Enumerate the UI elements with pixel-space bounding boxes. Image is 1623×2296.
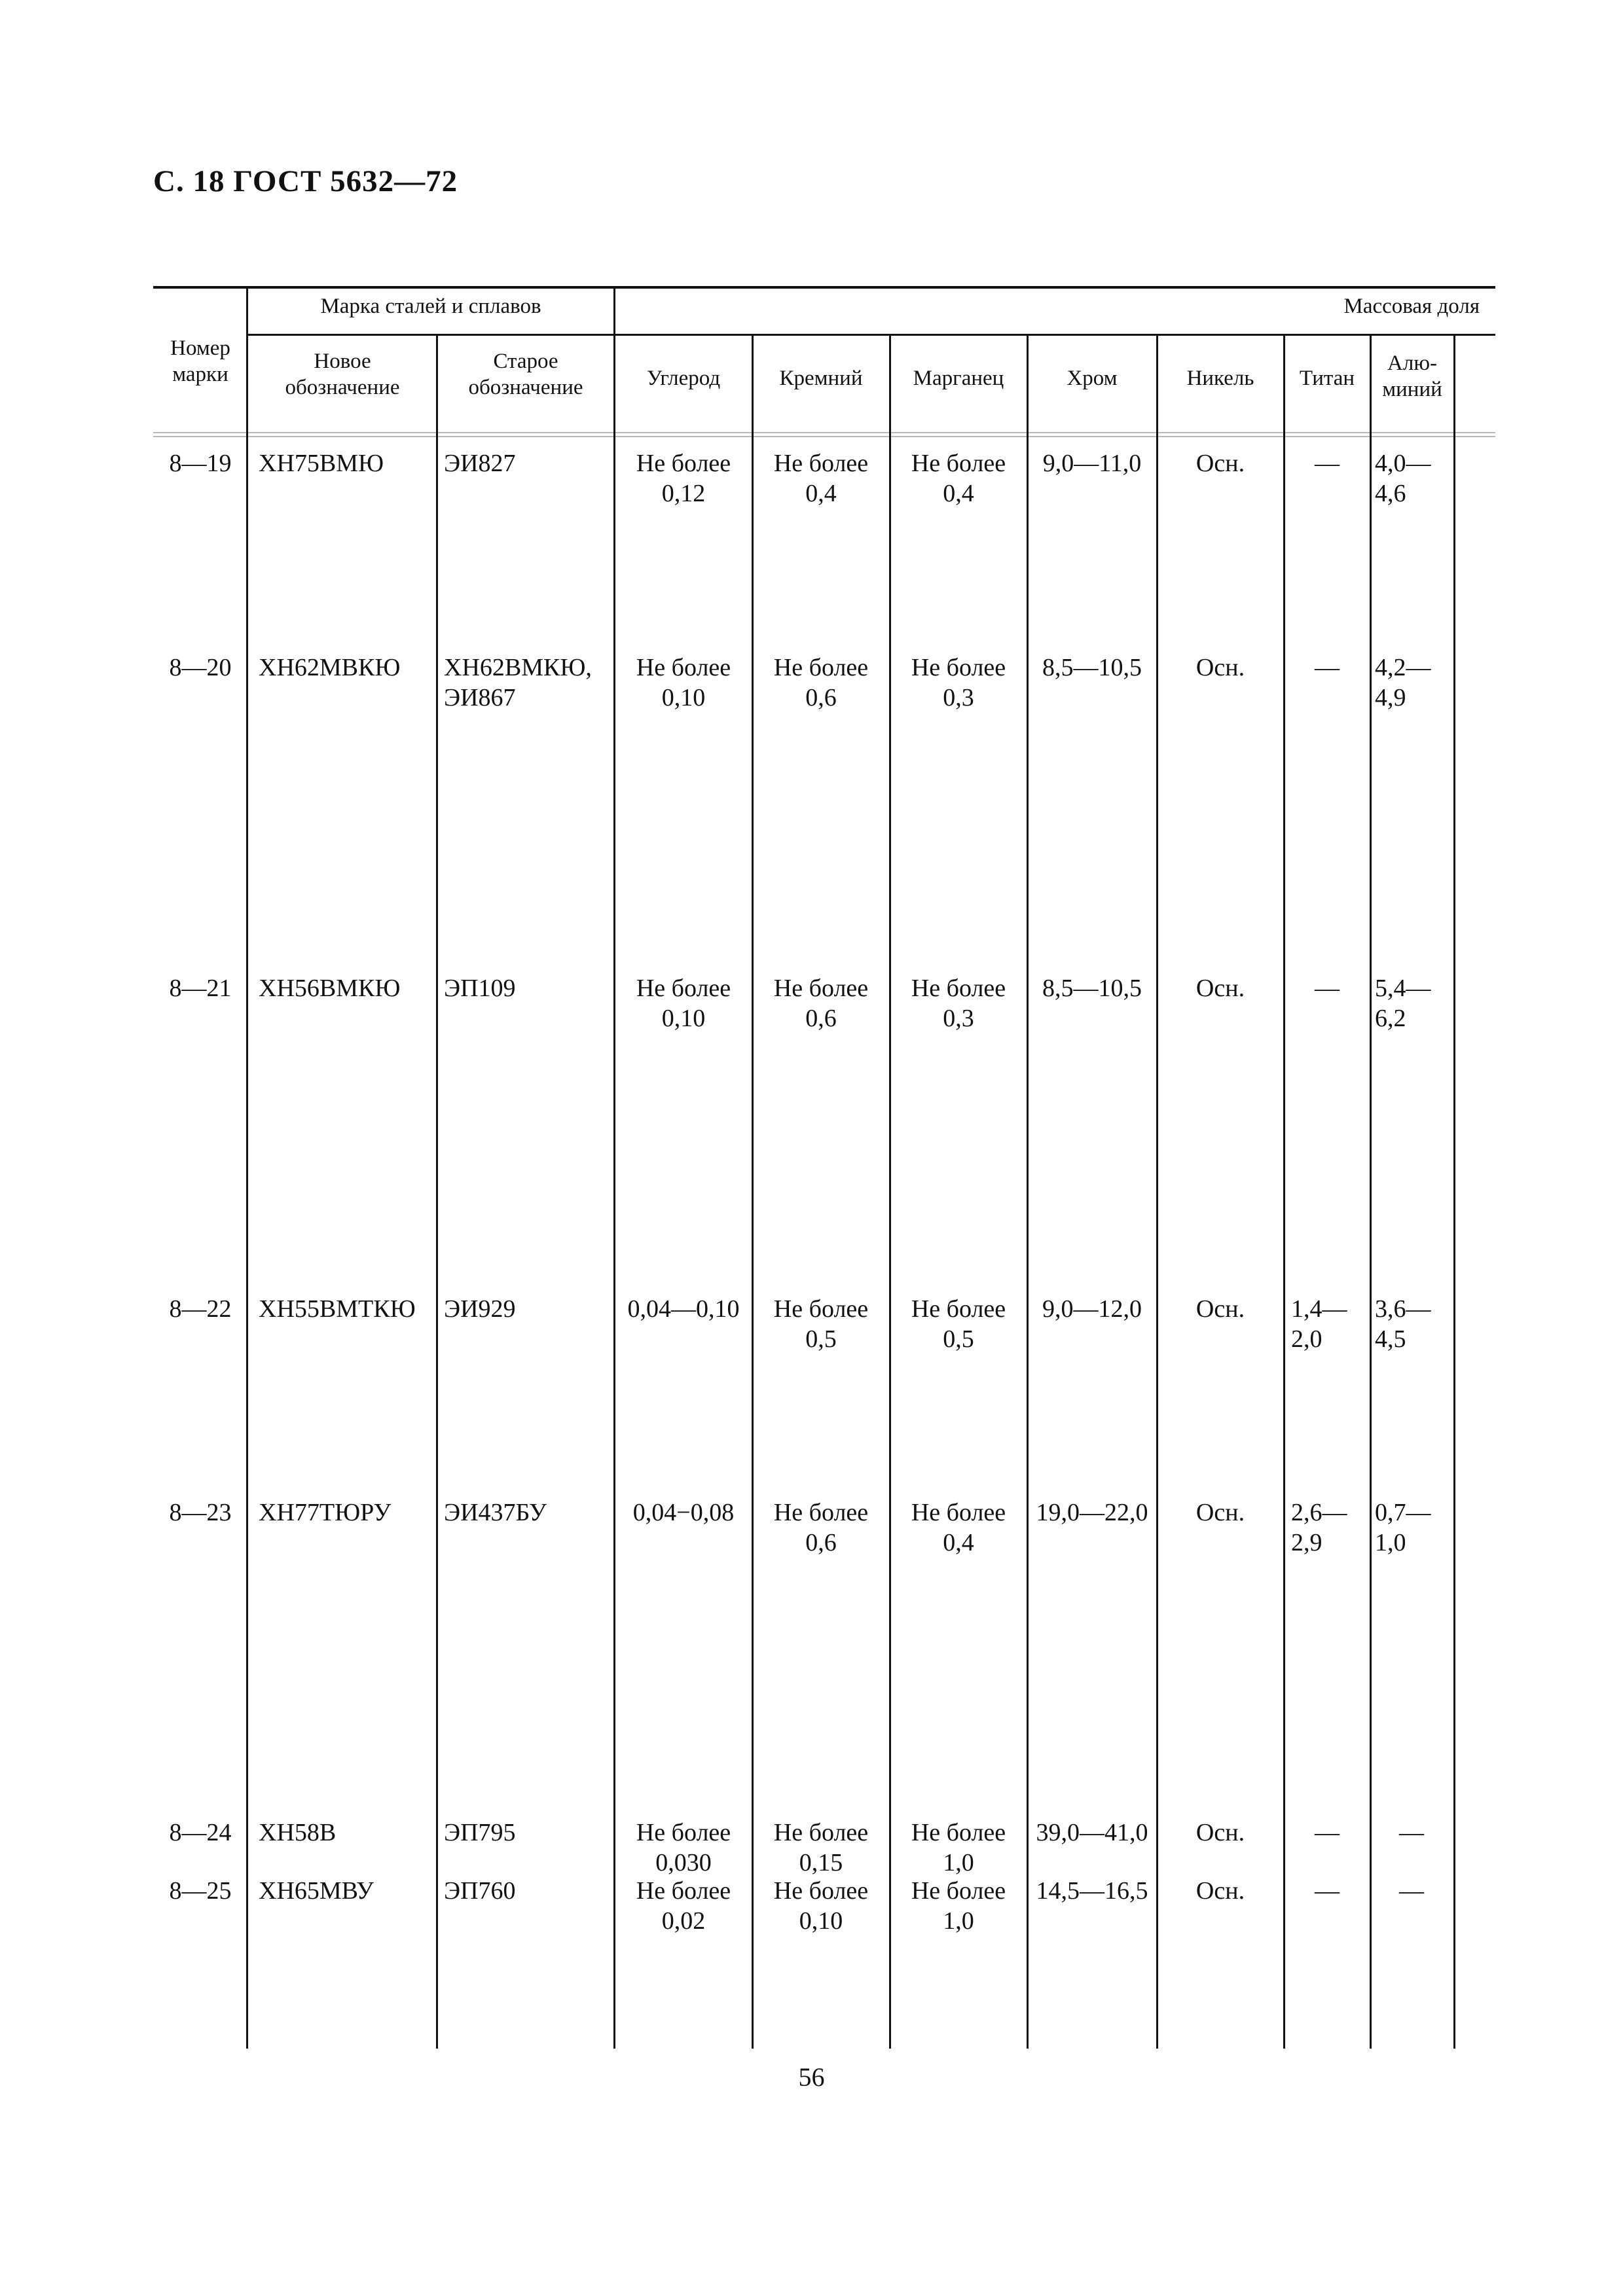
cell-old-designation: ЭИ437БУ [444,1499,547,1526]
cell-new-designation: ХН62МВКЮ [259,654,401,681]
cell-chromium: 19,0—22,0 [1036,1499,1148,1526]
cell-old-designation: ЭП760 [444,1877,516,1905]
cell-new-designation: ХН65МВУ [259,1877,374,1905]
cell-titanium: 1,4— 2,0 [1291,1295,1347,1353]
cell-titanium: — [1315,1877,1340,1905]
cell-silicon: Не более 0,15 [773,1819,869,1876]
cell-carbon: Не более 0,030 [636,1819,731,1876]
cell-carbon: Не более 0,12 [636,450,731,507]
cell-number: 8—25 [169,1877,232,1905]
vline-5 [889,335,891,2049]
cell-nickel: Осн. [1195,1499,1245,1526]
header-bottom-rule-2 [153,436,1495,437]
cell-old-designation: ЭИ827 [444,450,516,477]
cell-chromium: 14,5—16,5 [1036,1877,1148,1905]
cell-carbon: 0,04−0,08 [632,1499,735,1526]
cell-aluminium: — [1399,1877,1424,1905]
cell-aluminium: 4,0— 4,6 [1375,450,1431,507]
header-chromium: Хром [1067,367,1118,390]
header-grade-group: Марка сталей и сплавов [320,295,541,318]
vline-6 [1027,335,1029,2049]
cell-manganese: Не более 0,3 [911,975,1006,1032]
cell-number: 8—23 [169,1499,232,1526]
cell-manganese: Не более 1,0 [911,1877,1006,1935]
cell-silicon: Не более 0,6 [773,654,869,711]
cell-nickel: Осн. [1195,654,1245,681]
header-aluminium: Алю- миний [1382,351,1442,401]
cell-nickel: Осн. [1195,975,1245,1002]
page-header-title: С. 18 ГОСТ 5632—72 [153,164,458,198]
vline-10 [1453,335,1455,2049]
cell-titanium: — [1315,450,1340,477]
vline-2 [436,335,438,2049]
cell-aluminium: — [1399,1819,1424,1846]
cell-nickel: Осн. [1195,450,1245,477]
cell-manganese: Не более 0,3 [911,654,1006,711]
header-titanium: Титан [1299,367,1355,390]
header-bottom-rule-1 [153,432,1495,433]
vline-3 [613,286,615,2049]
page-number: 56 [798,2062,825,2092]
cell-manganese: Не более 0,4 [911,1499,1006,1556]
cell-old-designation: ХН62ВМКЮ, ЭИ867 [444,654,592,711]
cell-titanium: — [1315,654,1340,681]
cell-number: 8—21 [169,975,232,1002]
cell-number: 8—20 [169,654,232,681]
cell-silicon: Не более 0,6 [773,975,869,1032]
header-old: Старое обозначение [468,350,583,399]
cell-manganese: Не более 0,5 [911,1295,1006,1353]
cell-chromium: 8,5—10,5 [1042,975,1142,1002]
cell-new-designation: ХН77ТЮРУ [259,1499,392,1526]
header-nickel: Никель [1186,367,1254,390]
cell-new-designation: ХН75ВМЮ [259,450,384,477]
cell-old-designation: ЭИ929 [444,1295,516,1323]
cell-silicon: Не более 0,10 [773,1877,869,1935]
cell-carbon: 0,04—0,10 [627,1295,740,1323]
cell-nickel: Осн. [1195,1295,1245,1323]
cell-silicon: Не более 0,6 [773,1499,869,1556]
cell-carbon: Не более 0,02 [636,1877,731,1935]
cell-chromium: 9,0—11,0 [1042,450,1142,477]
header-sub-rule [247,334,1495,336]
cell-aluminium: 0,7— 1,0 [1375,1499,1431,1556]
cell-chromium: 9,0—12,0 [1042,1295,1142,1323]
cell-chromium: 8,5—10,5 [1042,654,1142,681]
cell-number: 8—19 [169,450,232,477]
cell-manganese: Не более 0,4 [911,450,1006,507]
cell-aluminium: 3,6— 4,5 [1375,1295,1431,1353]
cell-titanium: — [1315,1819,1340,1846]
cell-number: 8—24 [169,1819,232,1846]
header-mass-group: Массовая доля [1343,295,1480,318]
header-carbon: Углерод [646,367,721,390]
header-manganese: Марганец [913,367,1004,390]
cell-manganese: Не более 1,0 [911,1819,1006,1876]
cell-carbon: Не более 0,10 [636,975,731,1032]
cell-aluminium: 4,2— 4,9 [1375,654,1431,711]
cell-old-designation: ЭП795 [444,1819,516,1846]
cell-number: 8—22 [169,1295,232,1323]
vline-1 [246,286,248,2049]
vline-9 [1370,335,1372,2049]
cell-chromium: 39,0—41,0 [1036,1819,1148,1846]
vline-7 [1156,335,1158,2049]
cell-titanium: — [1315,975,1340,1002]
cell-titanium: 2,6— 2,9 [1291,1499,1347,1556]
cell-nickel: Осн. [1195,1877,1245,1905]
cell-silicon: Не более 0,4 [773,450,869,507]
cell-silicon: Не более 0,5 [773,1295,869,1353]
cell-new-designation: ХН55ВМТКЮ [259,1295,416,1323]
cell-new-designation: ХН56ВМКЮ [259,975,401,1002]
header-silicon: Кремний [779,367,863,390]
vline-4 [752,335,754,2049]
cell-carbon: Не более 0,10 [636,654,731,711]
table-top-rule [153,286,1495,289]
header-number: Номер марки [170,336,230,386]
cell-new-designation: ХН58В [259,1819,337,1846]
header-new: Новое обозначение [285,350,400,399]
cell-nickel: Осн. [1195,1819,1245,1846]
cell-old-designation: ЭП109 [444,975,516,1002]
vline-8 [1283,335,1285,2049]
cell-aluminium: 5,4— 6,2 [1375,975,1431,1032]
